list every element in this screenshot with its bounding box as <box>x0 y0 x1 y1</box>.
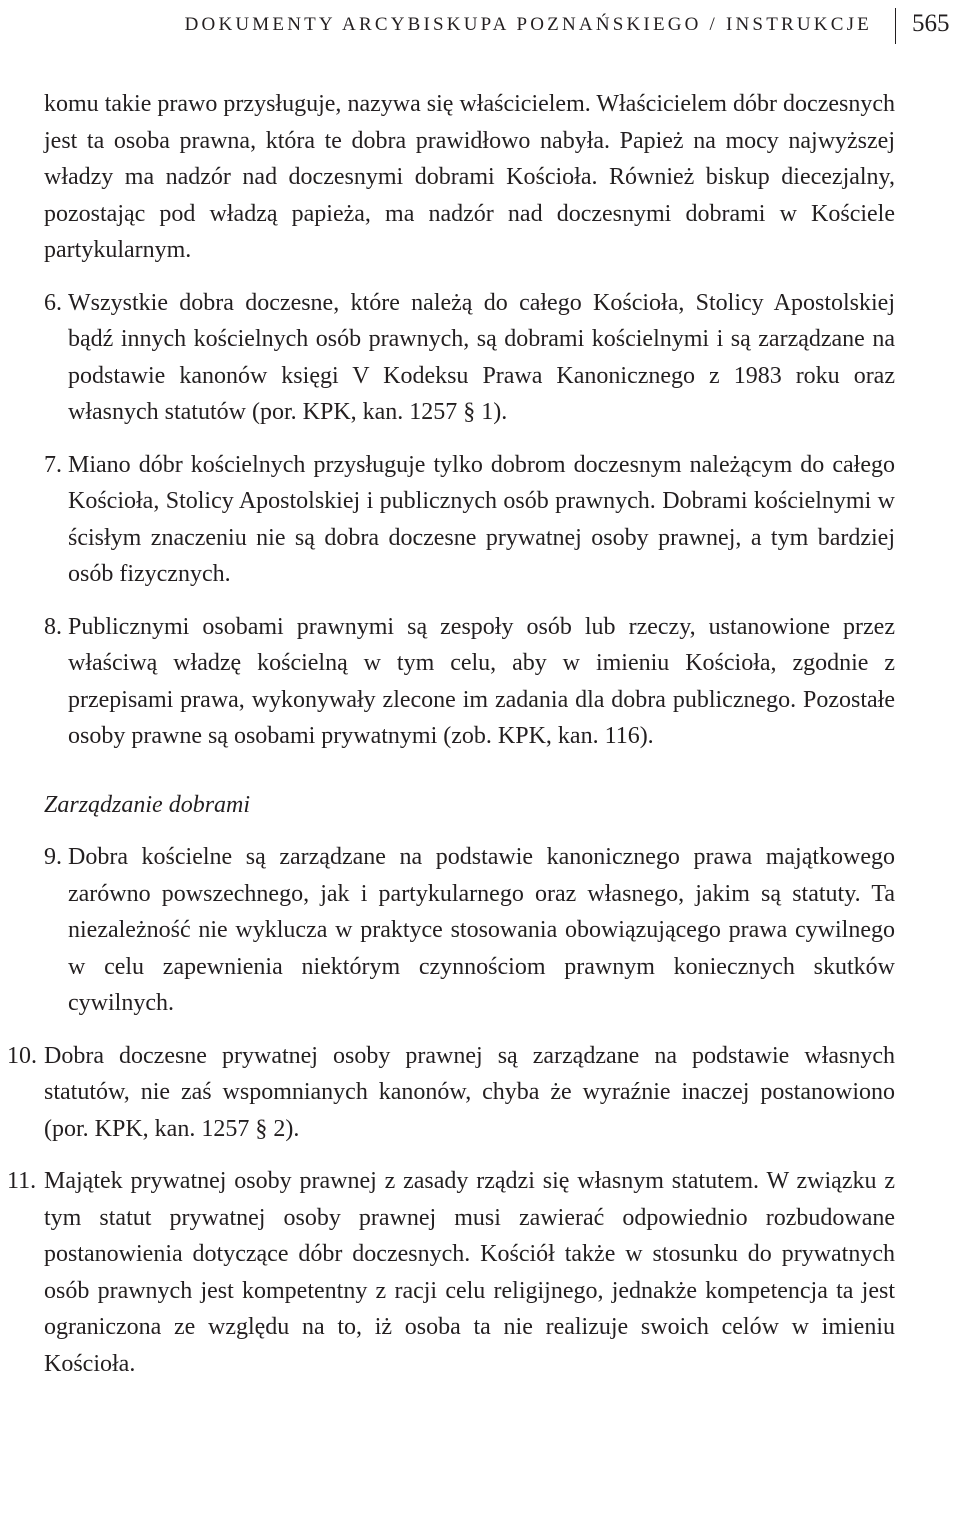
paragraph-number: 10. <box>7 1042 37 1069</box>
paragraph-text: Dobra doczesne prywatnej osoby prawnej są zarządzane na podstawie własnych statutów, nie zaś wspomnianych kanonów, chyba że wyraźnie inaczej postanowiono (por. KPK, kan. 1257 § 2). <box>44 1042 895 1142</box>
body-text <box>7 86 895 1382</box>
header-divider <box>895 8 896 44</box>
paragraph-number: 6. <box>44 289 62 316</box>
paragraph-number: 9. <box>44 844 62 870</box>
paragraph-text: Dobra kościelne są zarządzane na podstawie kanonicznego prawa majątkowego zarówno powszechnego, jak i partykularnego oraz własnego, jakim są statuty. Ta niezależność nie wyklucza w praktyce stosowania obowiązującego prawa cywilnego w celu zapewnienia niektórym czynnościom prawnym koniecznych skutków cywilnych. <box>68 844 895 1016</box>
numbered-paragraph-6 <box>44 285 895 431</box>
numbered-paragraph-10 <box>7 1038 895 1148</box>
paragraph-number: 7. <box>44 451 62 478</box>
running-header <box>0 8 960 48</box>
paragraph-text: Wszystkie dobra doczesne, które należą do całego Kościoła, Stolicy Apostolskiej bądź innych kościelnych osób prawnych, są dobrami kościelnymi i są zarządzane na podstawie kanonów księgi V Kodeksu Prawa Kanonicznego z 1983 roku oraz własnych statutów (por. KPK, kan. 1257 § 1). <box>68 289 895 425</box>
paragraph-number: 11. <box>7 1168 37 1194</box>
paragraph-text: Miano dóbr kościelnych przysługuje tylko dobrom doczesnym należącym do całego Kościoła, Stolicy Apostolskiej i publicznych osób prawnych. Dobrami kościelnymi w ścisłym znaczeniu nie są dobra doczesne prywatnej osoby prawnej, a tym bardziej osób fizycznych. <box>68 451 895 587</box>
paragraph-number: 8. <box>44 613 62 640</box>
numbered-paragraph-7 <box>44 447 895 593</box>
paragraph-text: Majątek prywatnej osoby prawnej z zasady rządzi się własnym statutem. W związku z tym statut prywatnej osoby prawnej musi zawierać odpowiednio rozbudowane postanowienia dotyczące dóbr doczesnych. Kościół także w stosunku do prywatnych osób prawnych jest kompetentny z racji celu religijnego, jednakże kompetencja ta jest ograniczona ze względu na to, iż osoba ta nie realizuje swoich celów w imieniu Kościoła. <box>44 1168 895 1377</box>
numbered-paragraph-9 <box>44 839 895 1022</box>
page-number: 565 <box>912 10 950 37</box>
running-title: DOKUMENTY ARCYBISKUPA POZNAŃSKIEGO / INSTRUKCJE <box>184 14 872 35</box>
numbered-paragraph-11 <box>7 1163 895 1382</box>
paragraph-text: Publicznymi osobami prawnymi są zespoły osób lub rzeczy, ustanowione przez właściwą władzę kościelną w tym celu, aby w imieniu Kościoła, zgodnie z przepisami prawa, wykonywały zlecone im zadania dla dobra publicznego. Pozostałe osoby prawne są osobami prywatnymi (zob. KPK, kan. 116). <box>68 613 895 749</box>
section-heading: Zarządzanie dobrami <box>44 791 251 818</box>
intro-paragraph: komu takie prawo przysługuje, nazywa się właścicielem. Właścicielem dóbr doczesnych jest ta osoba prawna, która te dobra prawidłowo nabyła. Papież na mocy najwyższej władzy ma nadzór nad doczesnymi dobrami Kościoła. Również biskup diecezjalny, pozostając pod władzą papieża, ma nadzór nad doczesnymi dobrami w Kościele partykularnym. <box>44 91 895 263</box>
numbered-paragraph-8 <box>44 609 895 755</box>
